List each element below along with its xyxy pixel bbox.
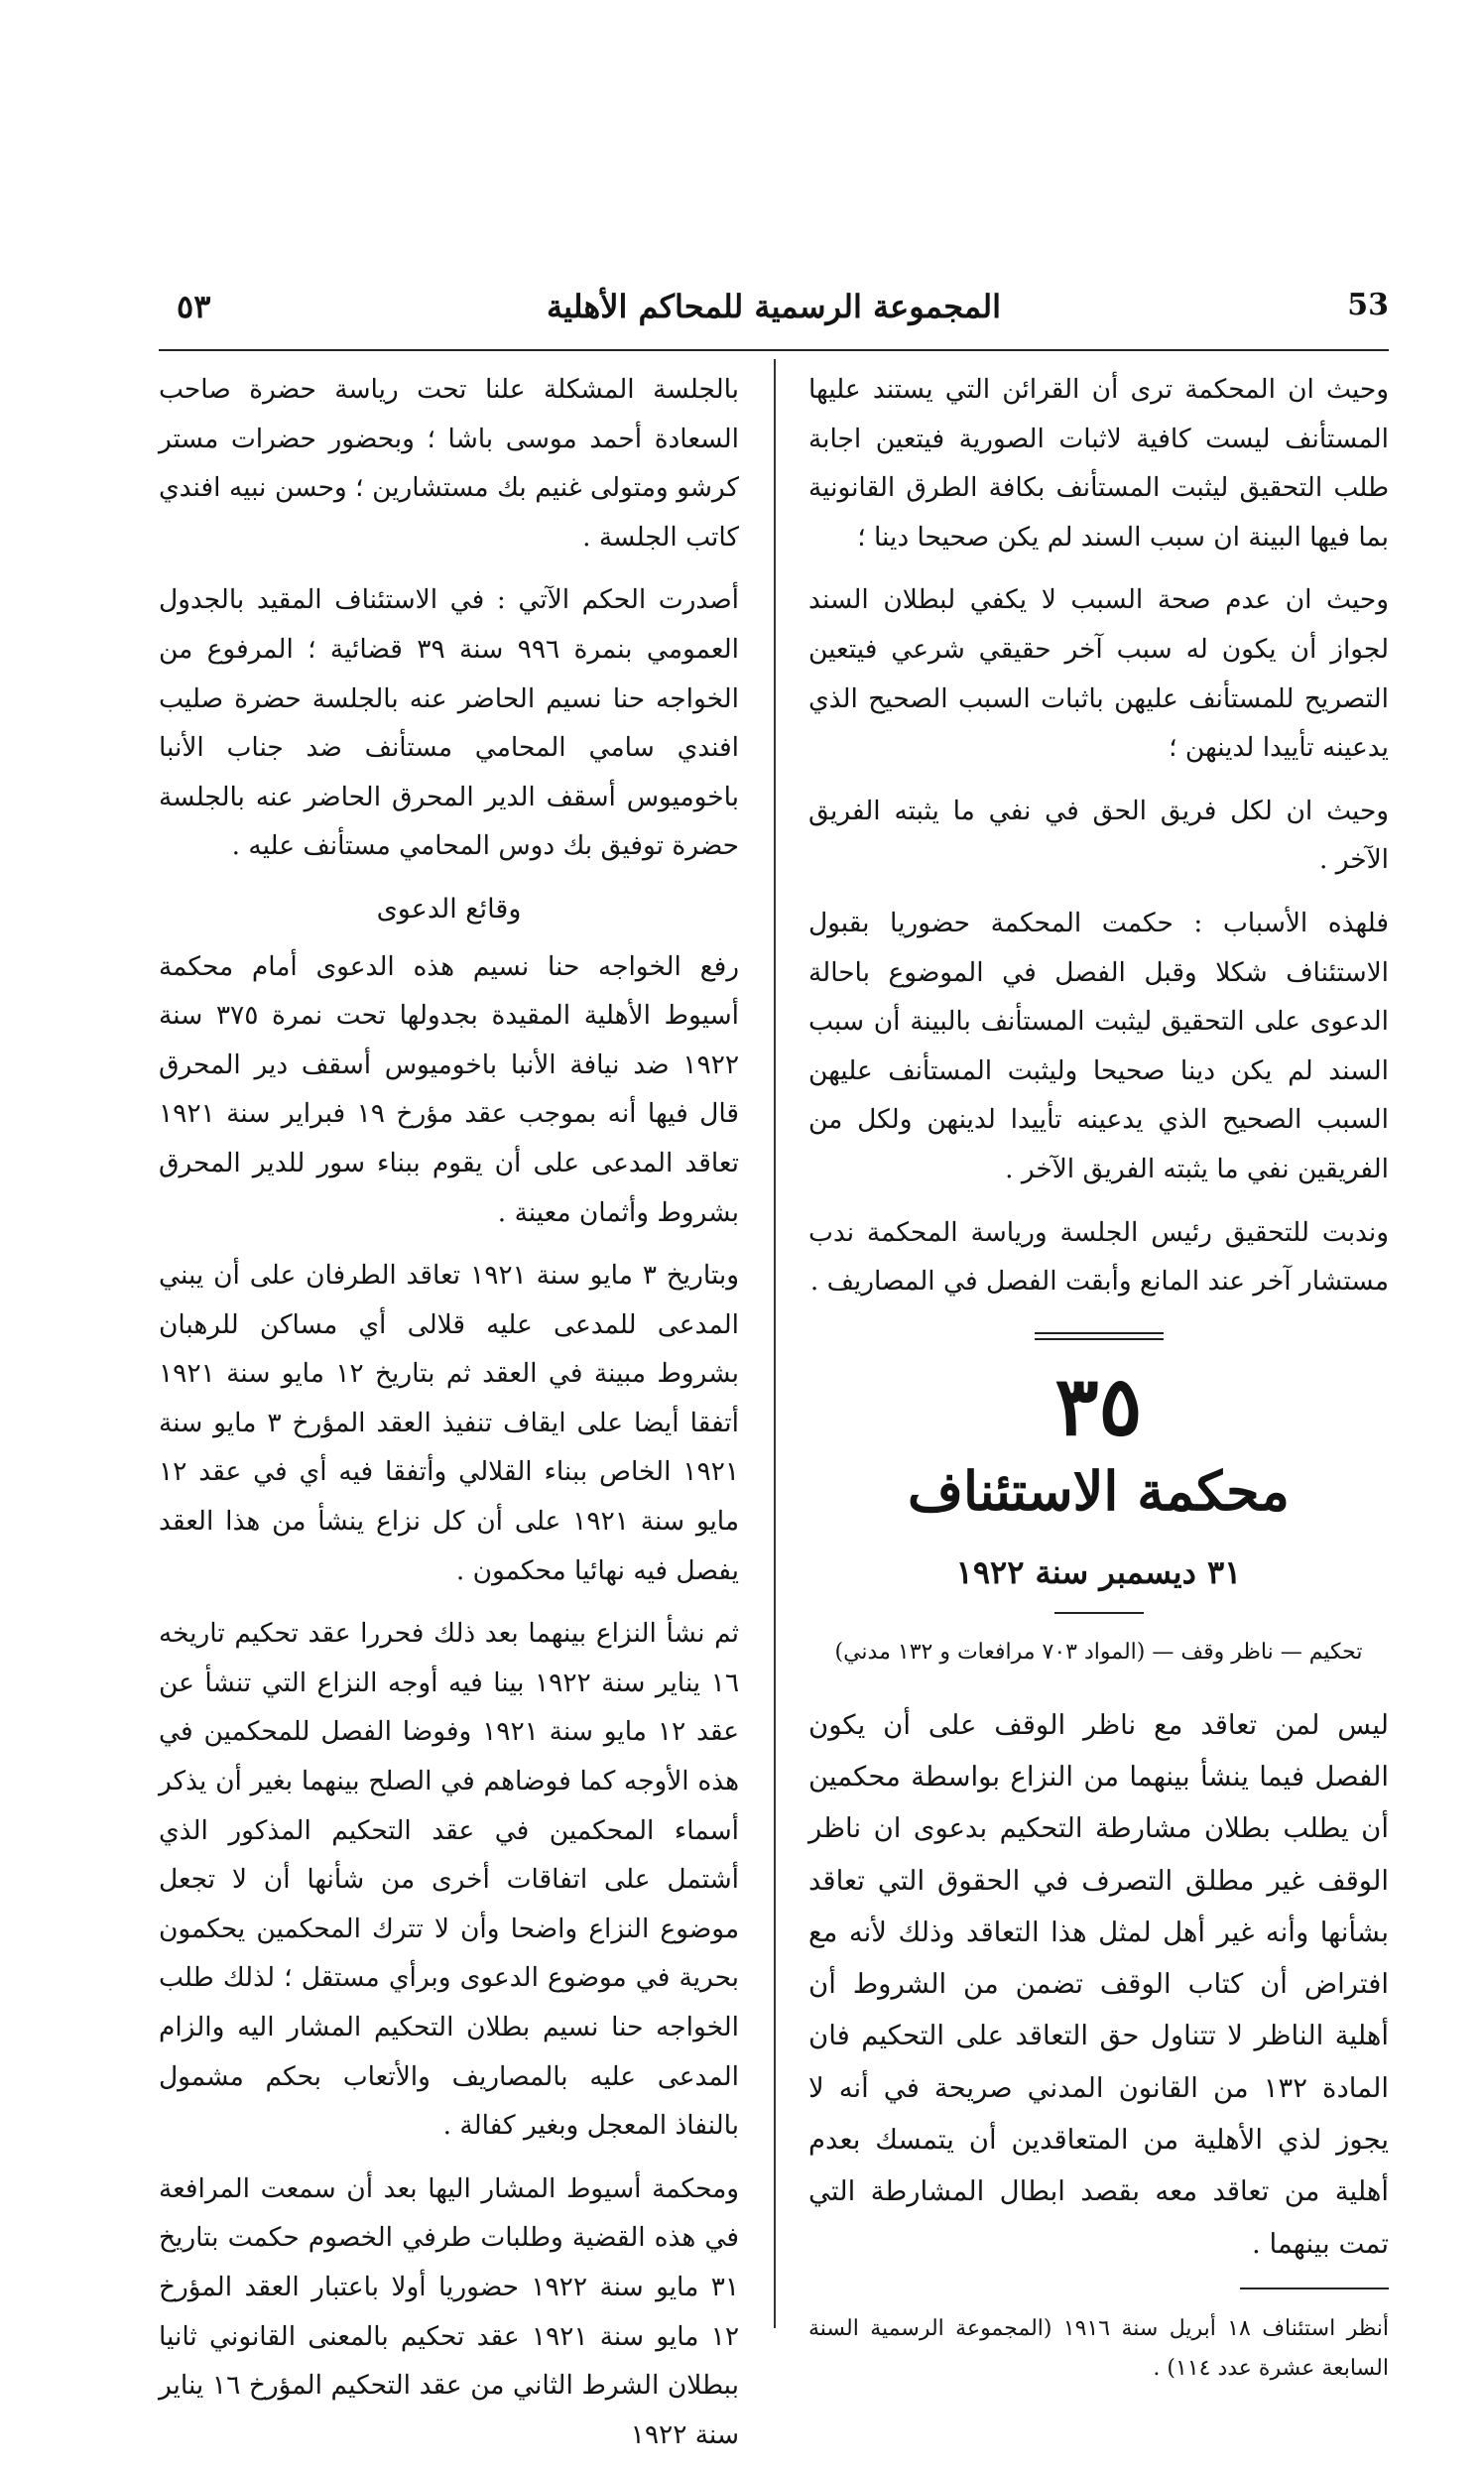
headnote: ليس لمن تعاقد مع ناظر الوقف على أن يكون الفصل فيما ينشأ بينهما من النزاع بواسطة محكمين أن يطلب بطلان مشارطة التحكيم بدعوى ان ناظر الوقف غير مطلق التصرف في الحقوق التي تعاقد بشأنها وأنه غير أهل لمثل هذا التعاقد وذلك لأنه مع افتراض أن كتاب الوقف تضمن من الشروط أن أهلية الناظر لا تتناول حق التعاقد على التحكيم فان المادة ١٣٢ من القانون المدني صريحة في أنه لا يجوز لذي الأهلية من المتعاقدين أن يتمسك بعدم أهلية من تعاقد معه بقصد ابطال المشارطة التي تمت بينهما . [808,1708,1389,2260]
paragraph: ومحكمة أسيوط المشار اليها بعد أن سمعت المرافعة في هذه القضية وطلبات طرفي الخصوم حكمت بتاريخ ٣١ مايو سنة ١٩٢٢ حضوريا أولا باعتبار العقد المؤرخ ١٢ مايو سنة ١٩٢١ عقد تحكيم بالمعنى القانوني ثانيا ببطلان الشرط الثاني من عقد التحكيم المؤرخ ١٦ يناير سنة ١٩٢٢ [159,2172,739,2450]
paragraph: وحيث ان عدم صحة السبب لا يكفي لبطلان السند لجواز أن يكون له سبب آخر حقيقي شرعي فيتعين التصريح للمستأنف عليهن باثبات السبب الصحيح الذي يدعينه تأييدا لدينهن ؛ [808,584,1389,764]
paragraph: وندبت للتحقيق رئيس الجلسة ورياسة المحكمة ندب مستشار آخر عند المانع وأبقت الفصل في المصاريف . [808,1216,1389,1298]
left-column [159,365,739,2473]
paragraph: فلهذه الأسباب : حكمت المحكمة حضوريا بقبول الاستئناف شكلا وقبل الفصل في الموضوع باحالة الدعوى على التحقيق ليثبت المستأنف بالبينة أن سبب السند لم يكن دينا صحيحا وليثبت المستأنف عليهن السبب الصحيح الذي يدعينه تأييدا لدينهن ولكل من الفريقين نفي ما يثبته الفريق الآخر . [808,907,1389,1184]
page-number-latin: 53 [1347,288,1389,322]
section-separator [1035,1332,1164,1340]
paragraph: رفع الخواجه حنا نسيم هذه الدعوى أمام محكمة أسيوط الأهلية المقيدة بجدولها تحت نمرة ٣٧٥ سنة ١٩٢٢ ضد نيافة الأنبا باخوميوس أسقف دير المحرق قال فيها أنه بموجب عقد مؤرخ ١٩ فبراير سنة ١٩٢١ تعاقد المدعى على أن يقوم ببناء سور للدير المحرق بشروط وأثمان معينة . [159,950,739,1228]
paragraph: وبتاريخ ٣ مايو سنة ١٩٢١ تعاقد الطرفان على أن يبني المدعى للمدعى عليه قلالى أي مساكن للرهبان بشروط مبينة في العقد ثم بتاريخ ١٢ مايو سنة ١٩٢١ أتفقا أيضا على ايقاف تنفيذ العقد المؤرخ ٣ مايو سنة ١٩٢١ الخاص ببناء القلالي وأتفقا فيه أي في عقد ١٢ مايو سنة ١٩٢١ على أن كل نزاع ينشأ من هذا العقد يفصل فيه نهائيا محكمون . [159,1260,739,1586]
right-column [808,365,1389,2403]
paragraph: وحيث ان لكل فريق الحق في نفي ما يثبته الفريق الآخر . [808,795,1389,876]
paragraph: وحيث ان المحكمة ترى أن القرائن التي يستند عليها المستأنف ليست كافية لاثبات الصورية فيتعين اجابة طلب التحقيق ليثبت المستأنف بكافة الطرق القانونية بما فيها البينة ان سبب السند لم يكن صحيحا دينا ؛ [808,374,1389,553]
case-number: ٣٥ [1054,1358,1143,1454]
facts-heading: وقائع الدعوى [376,893,522,925]
court-name: محكمة الاستئناف [908,1458,1290,1523]
case-date: ٣١ ديسمبر سنة ١٩٢٢ [955,1552,1242,1591]
running-title: المجموعة الرسمية للمحاكم الأهلية [546,288,1002,325]
footnote-rule [1240,2288,1389,2289]
date-rule [1054,1612,1144,1614]
page-header [159,288,1389,347]
column-divider [774,359,776,2328]
case-keywords: تحكيم — ناظر وقف — (المواد ٧٠٣ مرافعات و ١٣٢ مدني) [834,1639,1363,1665]
paragraph: بالجلسة المشكلة علنا تحت رياسة حضرة صاحب السعادة أحمد موسى باشا ؛ وبحضور حضرات مستر كرشو ومتولى غنيم بك مستشارين ؛ وحسن نبيه افندي كاتب الجلسة . [159,374,739,553]
header-rule [159,349,1389,351]
page-number-arabic: ٥٣ [177,288,211,325]
paragraph: أصدرت الحكم الآتي : في الاستئناف المقيد بالجدول العمومي بنمرة ٩٩٦ سنة ٣٩ قضائية ؛ المرفوع من الخواجه حنا نسيم الحاضر عنه بالجلسة حضرة صليب افندي سامي المحامي مستأنف ضد جناب الأنبا باخوميوس أسقف الدير المحرق الحاضر عنه بالجلسة حضرة توفيق بك دوس المحامي مستأنف عليه . [159,584,739,862]
footnote: أنظر استئناف ١٨ أبريل سنة ١٩١٦ (المجموعة الرسمية السنة السابعة عشرة عدد ١١٤) . [808,2315,1389,2381]
paragraph: ثم نشأ النزاع بينهما بعد ذلك فحررا عقد تحكيم تاريخه ١٦ يناير سنة ١٩٢٢ بينا فيه أوجه النزاع التي تنشأ عن عقد ١٢ مايو سنة ١٩٢١ وفوضا الفصل للمحكمين في هذه الأوجه كما فوضاهم في الصلح بينهما بغير أن يذكر أسماء المحكمين في عقد التحكيم المذكور الذي أشتمل على اتفاقات أخرى من شأنها أن لا تجعل موضوع النزاع واضحا وأن لا تترك المحكمين يحكمون بحرية في موضوع الدعوى وبرأي مستقل ؛ لذلك طلب الخواجه حنا نسيم بطلان التحكيم المشار اليه والزام المدعى عليه بالمصاريف والأتعاب بحكم مشمول بالنفاذ المعجل وبغير كفالة . [159,1618,739,2142]
